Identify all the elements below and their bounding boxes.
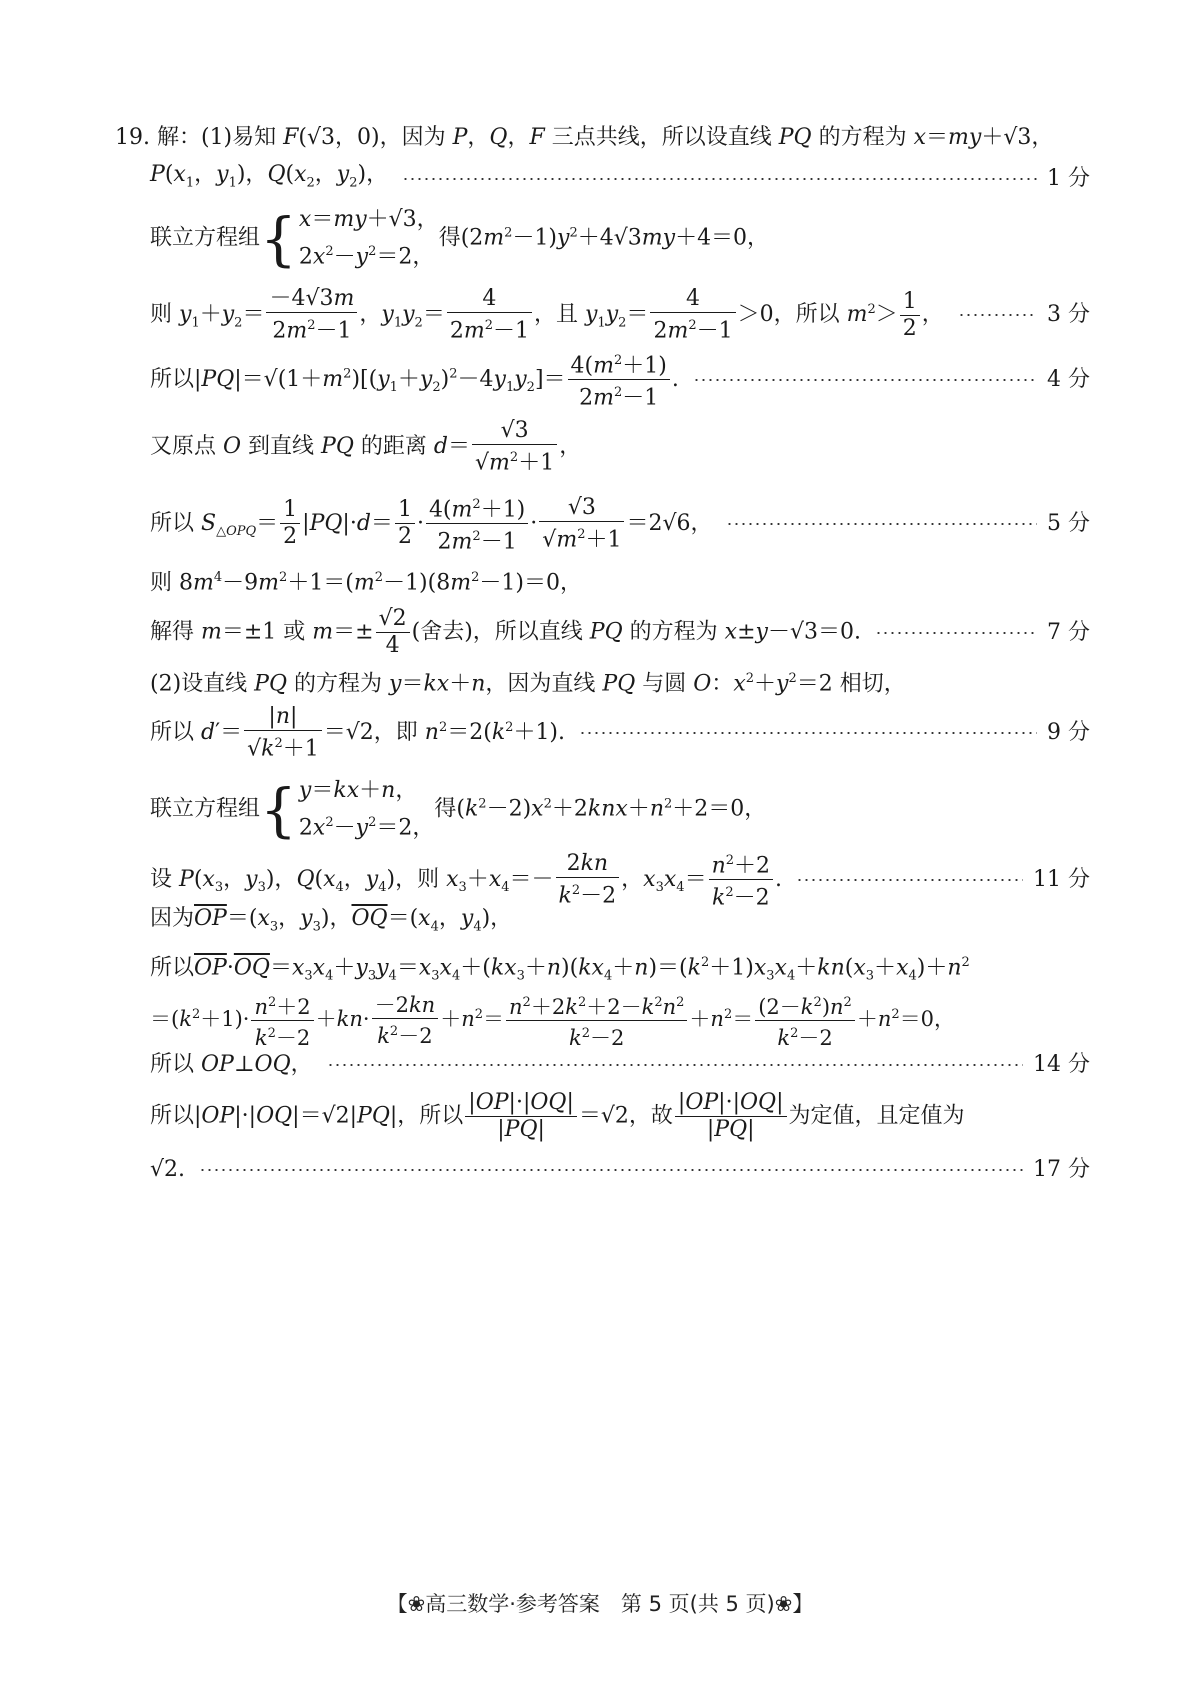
solution-line: 联立方程组 { x＝my＋√3， $2x^2-y^2=2$， 得$(2m^2-1)y^2+4√3my+4=0$， <box>150 204 770 273</box>
solution-line: √2. 17 分 <box>150 1155 1090 1185</box>
solution-line: 解得 m＝±1 或 m＝± $\frac{√2}{4}$ (舍去)，所以直线 PQ 的方程为 x±y－√3＝0. 7 分 <box>150 606 1090 658</box>
solution-line: 因为$\overline{OP}=(x_3$，$y_3$)，$\overline{OQ}=(x_4$，$y_4$)， <box>150 906 513 935</box>
solution-line: 设 $P(x_3$，$y_3$)，$Q(x_4$，$y_4$)，则 $x_3+x_4=-$ $\frac{2kn}{k^2-2}$ ，$x_3x_4=$ $\frac{n^2+2}{k^2-2}$ . 11 分 <box>150 848 1090 912</box>
score-label: 17 分 <box>1033 1157 1090 1182</box>
solution-line: 所以$|PQ|=√(1+m^2)[(y_1+y_2)^2-4y_1y_2]=$ $\frac{4(m^2+1)}{2m^2-1}$ . 4 分 <box>150 348 1090 412</box>
leader-dots <box>958 314 1037 316</box>
page-footer: 【❀高三数学·参考答案 第 5 页(共 5 页)❀】 <box>386 1592 814 1616</box>
solution-line: 又原点 O 到直线 PQ 的距离 d＝ $\frac{√3}{√m^2+1}$ ， <box>150 418 582 476</box>
score-label: 5 分 <box>1047 510 1090 536</box>
score-label: 4 分 <box>1047 366 1090 392</box>
score-label: 14 分 <box>1033 1052 1090 1077</box>
leader-dots <box>327 1064 1023 1066</box>
solution-line: $P(x_1$，$y_1$)，$Q(x_2$，$y_2$)， 1 分 <box>150 160 1090 198</box>
solution-line: 则 $8m^4-9m^2+1=(m^2-1)(8m^2-1)=0$， <box>150 570 582 596</box>
leader-dots <box>875 632 1037 634</box>
leader-dots <box>579 732 1037 734</box>
leader-dots <box>693 379 1037 381</box>
solution-line: 所以|OP|·|OQ|＝√2|PQ|，所以 $\frac{|OP|\cdot|OQ|}{|PQ|}$ ＝√2，故 $\frac{|OP|\cdot|OQ|}{|PQ|}$ 为定值，且定值为 <box>150 1090 965 1142</box>
solution-line: 联立方程组 { y＝kx＋n， $2x^2-y^2=2$， 得$(k^2-2)x^2+2knx+n^2+2=0$， <box>150 775 767 844</box>
leader-dots <box>199 1169 1023 1171</box>
score-label: 11 分 <box>1033 866 1090 892</box>
solution-line: (2)设直线 PQ 的方程为 y＝kx＋n，因为直线 PQ 与圆 O：$x^2+y^2=2$ 相切， <box>150 671 906 697</box>
score-label: 9 分 <box>1047 720 1090 746</box>
solution-line: $=(k^2+1)\cdot$ $\frac{n^2+2}{k^2-2}$ ＋kn· $\frac{-2kn}{k^2-2}$ $+n^2=$ $\frac{n^2+2k^2+2-k^2n^2}{k^2-2}$ $+n^2=$ $\frac{(2-k^2)n^2}{k^2-2}$ $+n^2=0$， <box>150 990 1090 1051</box>
score-label: 7 分 <box>1047 619 1090 645</box>
score-label: 1 分 <box>1047 166 1090 192</box>
leader-dots <box>402 178 1037 180</box>
leader-dots <box>726 523 1037 525</box>
score-label: 3 分 <box>1047 302 1090 328</box>
solution-line: 所以 d′＝ $\frac{|n|}{√k^2+1}$ ＝√2，即 $n^2=2(k^2+1)$. 9 分 <box>150 704 1090 762</box>
solution-line: 所以$\overline{OP}\cdot\overline{OQ}=x_3x_4+y_3y_4=x_3x_4+(kx_3+n)(kx_4+n)=(k^2+1)x_3x_4+kn(x_3+x_4)+n^2$ <box>150 955 970 984</box>
solution-line: 所以 OP⊥OQ， 14 分 <box>150 1050 1090 1080</box>
solution-line-19-intro: 19. 解：(1)易知 F(√3，0)，因为 P，Q，F 三点共线，所以设直线 PQ 的方程为 x＝my＋√3， <box>115 125 1054 150</box>
solution-line: 所以 $S_{\triangle OPQ}=$ $\frac{1}{2}$ |PQ|·d＝ $\frac{1}{2}$ · $\frac{4(m^2+1)}{2m^2-1}$ · $\frac{√3}{√m^2+1}$ ＝2√6， 5 分 <box>150 492 1090 556</box>
solution-line: 则 $y_1+y_2=$ $\frac{-4√3m}{2m^2-1}$ ，$y_1y_2=$ $\frac{4}{2m^2-1}$ ，且 $y_1y_2=$ $\frac{4}{2m^2-1}$ ＞0，所以 $m^2>$ $\frac{1}{2}$ ， 3 分 <box>150 286 1090 344</box>
leader-dots <box>796 879 1023 881</box>
